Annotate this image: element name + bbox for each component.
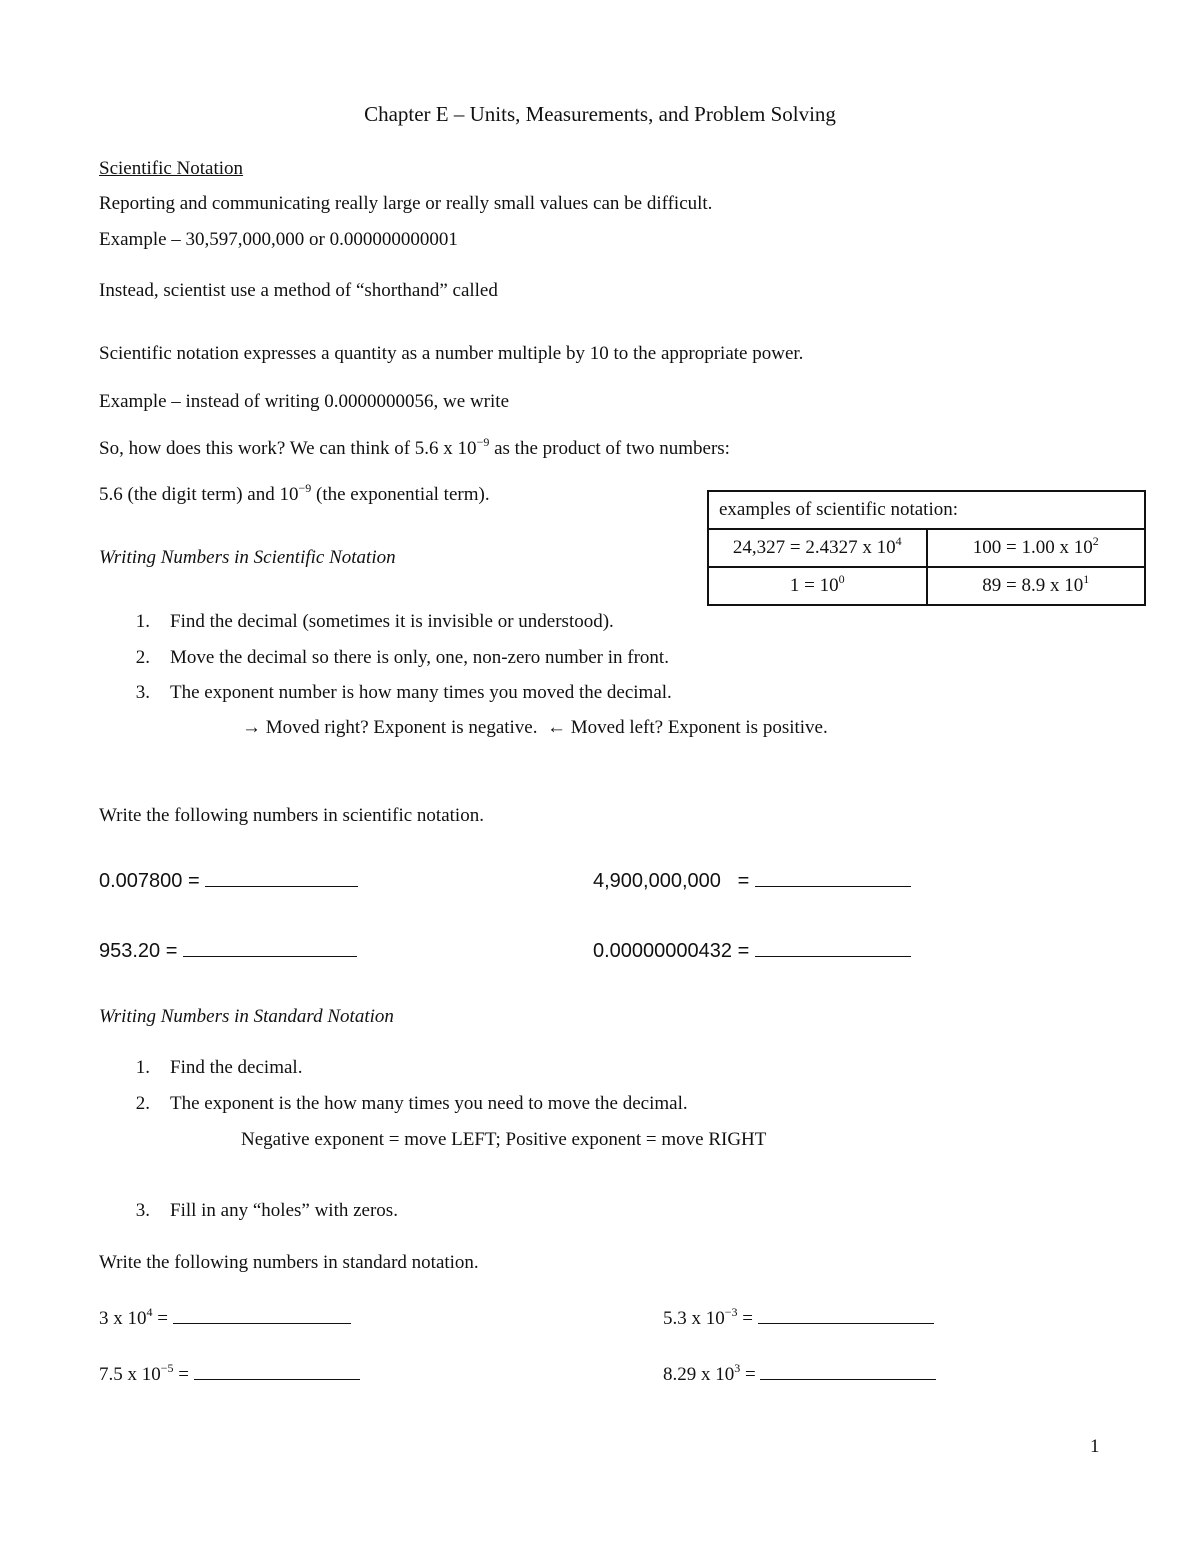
answer-blank[interactable] [755,938,911,957]
step-number: 2. [135,647,150,668]
section-heading-scientific-notation: Scientific Notation [99,158,244,179]
answer-blank[interactable] [760,1361,936,1380]
right-arrow-icon: → [242,717,261,738]
answer-blank[interactable] [173,1305,351,1324]
table-row [708,567,1145,605]
instruction-scientific: Write the following numbers in scientific notation. [99,805,484,826]
definition-sentence: Scientific notation expresses a quantity as a number multiple by 10 to the appropriate power. [99,343,804,364]
problem-item: 953.20 = [99,938,357,963]
step-number: 3. [135,682,150,703]
step-text: Find the decimal (sometimes it is invisible or understood). [170,611,614,632]
problem-item: 5.3 x $10^{-3}$ = [663,1305,934,1331]
answer-blank[interactable] [205,868,358,887]
table-row [708,491,1145,529]
problem-item: 3 x $10^4$ = [99,1305,351,1331]
problem-item: 4,900,000,000 = [593,868,911,893]
problem-item: 0.007800 = [99,868,358,893]
answer-blank[interactable] [755,868,911,887]
table-cell: $1 = 10^0$ [708,567,927,605]
table-cell: 100 = 1.00 x $10^2$ [927,529,1146,567]
answer-blank[interactable] [758,1305,934,1324]
examples-table [707,490,1146,606]
section-heading-writing-scientific: Writing Numbers in Scientific Notation [99,547,396,568]
table-header: examples of scientific notation: [708,491,1145,529]
instruction-standard: Write the following numbers in standard notation. [99,1252,479,1273]
table-row [708,529,1145,567]
example-large-small: Example – 30,597,000,000 or 0.000000000001 [99,229,458,250]
table-cell: 89 = 8.9 x $10^1$ [927,567,1146,605]
step-text: Fill in any “holes” with zeros. [170,1200,398,1221]
intro-paragraph: Reporting and communicating really large or really small values can be difficult. [99,193,713,214]
table-cell: 24,327 = 2.4327 x $10^4$ [708,529,927,567]
direction-note: → Moved right? Exponent is negative. ← Moved left? Exponent is positive. [242,717,828,738]
step-text: Find the decimal. [170,1057,303,1078]
answer-blank[interactable] [194,1361,360,1380]
problem-item: 7.5 x $10^{-5}$ = [99,1361,360,1387]
shorthand-sentence: Instead, scientist use a method of “shorthand” called [99,280,498,301]
step-number: 1. [135,611,150,632]
step-text: The exponent number is how many times you moved the decimal. [170,682,672,703]
digit-exponential-sentence: 5.6 (the digit term) and $10^{-9}$ (the exponential term). [99,481,490,505]
example-instead-sentence: Example – instead of writing 0.0000000056, we write [99,391,510,412]
step-number: 1. [135,1057,150,1078]
step-text: Move the decimal so there is only, one, non-zero number in front. [170,647,669,668]
exponent-direction-note: Negative exponent = move LEFT; Positive exponent = move RIGHT [241,1129,767,1150]
answer-blank[interactable] [183,938,357,957]
step-text: The exponent is the how many times you need to move the decimal. [170,1093,688,1114]
page-title: Chapter E – Units, Measurements, and Problem Solving [364,102,836,126]
left-arrow-icon: ← [547,717,566,738]
product-sentence: So, how does this work? We can think of 5.6 x $10^{-9}$ as the product of two numbers: [99,435,730,459]
page-number: 1 [1090,1436,1100,1457]
section-heading-writing-standard: Writing Numbers in Standard Notation [99,1006,394,1027]
problem-item: 8.29 x $10^3$ = [663,1361,936,1387]
step-number: 3. [135,1200,150,1221]
problem-item: 0.00000000432 = [593,938,911,963]
step-number: 2. [135,1093,150,1114]
